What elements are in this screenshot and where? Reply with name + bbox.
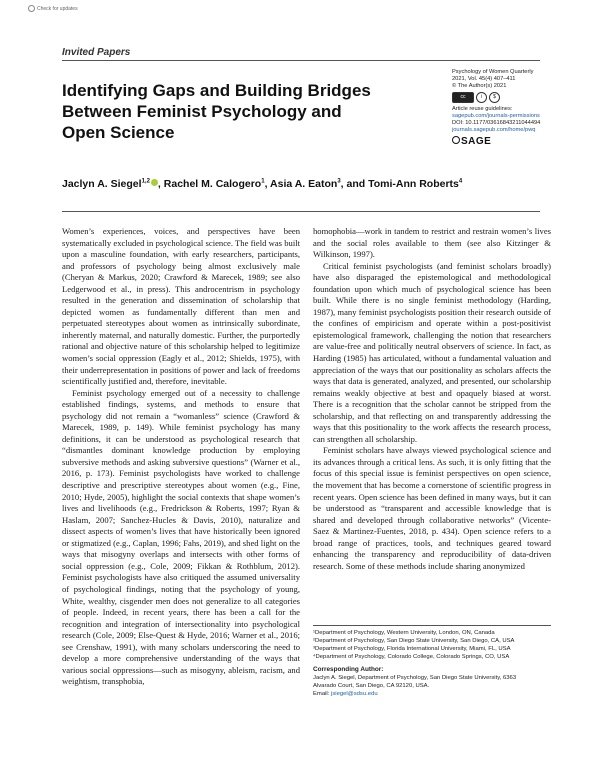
body-paragraph: Feminist psychology emerged out of a necessity to challenge established findings, systems, and methods to ensure that psychology did not remain a “womanless” science (Crawford & Marecek, 1989, p. 149). While feminist psychology has many definitions, it can be understood as psychological research that “dismantles dominant knowledge production by employing subversive methods and asking subversive questions” (Warner et al., 2016, p. 173). Feminist psychologists have worked to challenge descriptive and prescriptive stereotypes about women (e.g., Fine, 2010; Hyde, 2005), highlight the social contexts that shape women’s lives and livelihoods (e.g., Fredrickson & Roberts, 1997; Ryan & Haslam, 2007; Sanchez-Hucles & Davis, 2010), naturalize and dissect aspects of women’s lives that have historically been ignored or stigmatized (e.g., Caplan, 1996; Fahs, 2019), and shed light on the ways that misogyny overlaps and intersects with other forms of social oppression (e.g., Cole, 2009; Fikkan & Rothblum, 2012). Feminist psychologists have also critiqued the assumed universality of psychological findings, noting that the psychology of young, White, wealthy, cisgender men does not generalize to all categories of people. Indeed, in recent years, there has been a call for the recognition and integration of intersectionality into psychological research (Cole, 2009; Else-Quest & Hyde, 2016; Warner et al., 2016; see Crenshaw, 1991), with many scholars underscoring the need to develop a more comprehensive understanding of the ways that various social oppressions—such as misogyny, ableism, racism, and weightism, transphobia,: [62, 387, 300, 687]
license-icons[interactable]: [452, 92, 552, 103]
publisher-name: SAGE: [461, 136, 492, 147]
author-separator: , and: [340, 178, 369, 190]
journal-name: Psychology of Women Quarterly: [452, 69, 534, 75]
email-label: Email:: [313, 691, 332, 697]
author-name: Asia A. Eaton: [270, 178, 338, 190]
body-paragraph: Critical feminist psychologists (and feminist scholars broadly) have also disparaged the epistemological and methodological foundation upon which much of psychological science has been built. While there is no single feminist methodology (Harding, 1987), many feminist psychologists position their research outside of the confines of empiricism and operate within a post-positivist epistemological framework, challenging the notion that researchers are value-free and politically neutral observers of science. In fact, as Harding (1985) has articulated, without a fundamental valuation and appreciation of the ways that our positionality as scholars affects the ways that data is generated, analyzed, and presented, our scholarship remains weakly objective at best and opaquely biased at worst. There is a recognition that the scholar cannot be stripped from the scholarship, and that reflecting on and transparently addressing the ways that this positionality to the work affects the research process, can strengthen all scholarship.: [313, 260, 551, 444]
section-label: Invited Papers: [62, 47, 131, 58]
author-divider: [62, 211, 540, 212]
check-for-updates-badge[interactable]: [28, 5, 78, 12]
footnote-divider: [313, 625, 551, 626]
corresponding-author-heading: Corresponding Author:: [313, 666, 384, 673]
author-name: Jaclyn A. Siegel: [62, 178, 142, 190]
journal-volume: 2021, Vol. 45(4) 407–411: [452, 76, 516, 82]
by-attribution-icon: i: [476, 92, 487, 103]
affiliation-line: ⁴Department of Psychology, Colorado College, Colorado Springs, CO, USA: [313, 654, 510, 660]
journal-meta: [452, 69, 552, 145]
author-affiliation-sup: 1: [261, 178, 265, 185]
author-affiliation-sup: 4: [458, 178, 463, 185]
journal-home-link[interactable]: journals.sagepub.com/home/pwq: [452, 127, 536, 133]
orcid-icon[interactable]: [151, 179, 158, 186]
body-paragraph: Women’s experiences, voices, and perspectives have been systematically excluded in psychological science. The field was built upon a masculine foundation, with early researchers, participants, and professors of psychology being almost exclusively male (Cheryan & Markus, 2020; Crawford & Marecek, 1989; see also Ledgerwood et al., in press). This androcentrism in psychology resulted in the generation and dissemination of scholarship that depicted women as fundamentally different than men and perpetuated stereotypes about women as intrinsically subordinate, inherently maternal, and naturally domestic. Further, the purportedly rational and objective nature of this scholarship helped to legitimize women’s social oppression (Eagly et al., 2012; Shields, 1975), with their underrepresentation in positions of power and lack of freedoms scientifically justified and, therefore, inevitable.: [62, 226, 300, 387]
sage-logo: [452, 136, 552, 145]
update-icon: [28, 5, 35, 12]
author-separator: ,: [264, 178, 271, 190]
author-affiliation-sup: 3: [337, 178, 341, 185]
body-paragraph: Feminist scholars have always viewed psychological science and its advances through a critical lens. As such, it is only fitting that the focus of this special issue is feminist perspectives on open science, the movement that has become a cornerstone of scientific progress in recent years. Open science has been defined in many ways, but it can be understood as “transparent and accessible knowledge that is shared and developed through collaborative networks” (Vicente-Saez & Martinez-Fuentes, 2018, p. 434). Open science refers to a broad range of practices, tools, and techniques geared toward enhancing the transparency and reproducibility of data-driven research. Some of these methods include sharing anonymized: [313, 445, 551, 571]
author-list: [62, 178, 462, 190]
affiliation-line: ¹Department of Psychology, Western University, London, ON, Canada: [313, 630, 495, 636]
body-paragraph: homophobia—work in tandem to restrict and restrain women’s lives and the social roles available to them (see also Kitzinger & Wilkinson, 1997).: [313, 226, 551, 260]
corresponding-author-email-line: [313, 690, 551, 698]
author-name: Rachel M. Calogero: [163, 178, 262, 190]
author-separator: ,: [157, 178, 164, 190]
cc-license-icon: cc: [452, 92, 474, 103]
author-name: Tomi-Ann Roberts: [368, 178, 459, 190]
article-title: Identifying Gaps and Building Bridges Between Feminist Psychology and Open Science: [62, 81, 371, 142]
email-link[interactable]: jsiegel@sdsu.edu: [331, 691, 378, 697]
copyright: © The Author(s) 2021: [452, 83, 507, 89]
corresponding-author-line: Jaclyn A. Siegel, Department of Psychology, San Diego State University, 6363: [313, 675, 517, 681]
affiliation-line: ³Department of Psychology, Florida International University, Miami, FL, USA: [313, 646, 511, 652]
affiliations-footnote: [313, 629, 551, 698]
corresponding-author-line: Alvarado Court, San Diego, CA 92120, USA.: [313, 683, 430, 689]
affiliation-line: ²Department of Psychology, San Diego State University, San Diego, CA, USA: [313, 638, 515, 644]
doi[interactable]: DOI: 10.1177/03616843211044494: [452, 120, 541, 126]
badge-label: Check for updates: [37, 5, 78, 12]
noncommercial-icon: $: [489, 92, 500, 103]
author-affiliation-sup: 1,2: [141, 178, 150, 185]
top-divider: [62, 60, 540, 61]
reuse-label: Article reuse guidelines:: [452, 106, 513, 112]
body-column-right: [313, 226, 551, 572]
reuse-link[interactable]: sagepub.com/journals-permissions: [452, 113, 540, 119]
body-column-left: [62, 226, 300, 688]
sage-logo-icon: [452, 136, 460, 144]
